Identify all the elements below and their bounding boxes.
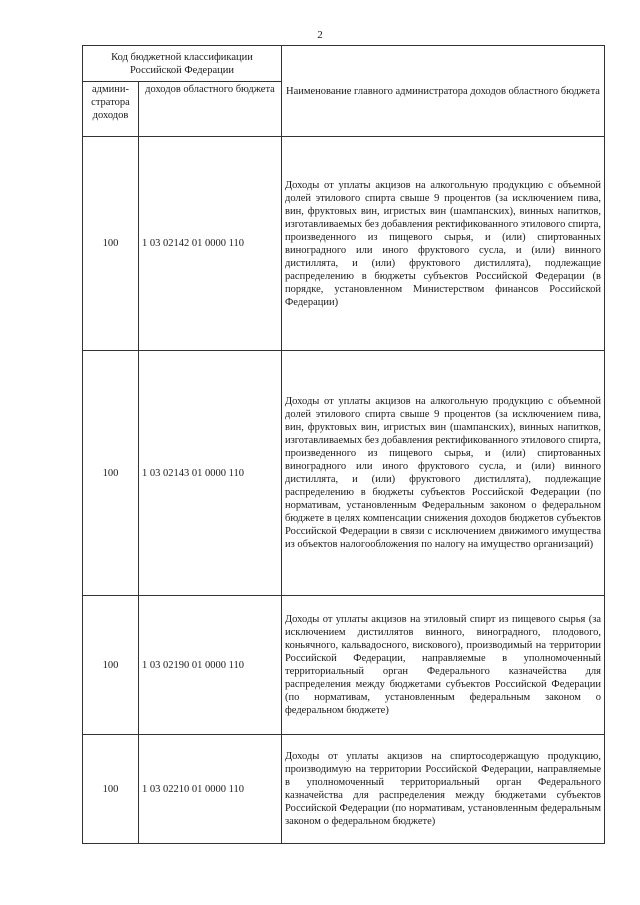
table-row	[83, 351, 605, 596]
description-cell: Доходы от уплаты акцизов на этиловый спирт из пищевого сырья (за исключением дистиллятов винного, виноградного, плодового, коньячного, кальвадосного, вискового), производимый на территории Российской Федерации, направляемые в уполномоченный территориальный орган Федерального казначейства для распределения между бюджетами субъектов Российской Федерации (по нормативам, установленным федеральным законом о федеральном бюджете)	[282, 596, 605, 735]
description-cell: Доходы от уплаты акцизов на алкогольную продукцию с объемной долей этилового спирта свыше 9 процентов (за исключением пива, вин, фруктовых вин, игристых вин (шампанских), винных напитков, изготавливаемых без добавления ректификованного этилового спирта, произведенного из пищевого сырья, и (или) спиртованных виноградного или иного фруктового сусла, и (или) винного дистиллята, и (или) фруктового дистиллята), подлежащие распределению в бюджеты субъектов Российской Федерации (по нормативам, установленным Федеральным законом о федеральном бюджете в целях компенсации снижения доходов бюджетов субъектов Российской Федерации в связи с исключением движимого имущества из объектов налогообложения по налогу на имущество организаций)	[282, 351, 605, 596]
page-number: 2	[317, 29, 323, 41]
revenue-code-cell: 1 03 02210 01 0000 110	[139, 735, 282, 844]
table-row	[83, 735, 605, 844]
header-administrator-name: Наименование главного администратора доходов областного бюджета	[282, 46, 605, 137]
admin-code-cell: 100	[83, 735, 139, 844]
header-classification-code: Код бюджетной классификации Российской Федерации	[83, 46, 282, 82]
description-cell: Доходы от уплаты акцизов на алкогольную продукцию с объемной долей этилового спирта свыше 9 процентов (за исключением пива, вин, фруктовых вин, игристых вин (шампанских), винных напитков, изготавливаемых без добавления ректификованного этилового спирта, произведенного из пищевого сырья, и (или) спиртованных виноградного или иного фруктового сусла, и (или) винного дистиллята, и (или) фруктового дистиллята), подлежащие распределению в бюджеты субъектов Российской Федерации (в порядке, установленном Министерством финансов Российской Федерации)	[282, 137, 605, 351]
table-header-row	[83, 46, 605, 82]
revenue-code-cell: 1 03 02143 01 0000 110	[139, 351, 282, 596]
table-row	[83, 137, 605, 351]
admin-code-cell: 100	[83, 596, 139, 735]
admin-code-cell: 100	[83, 351, 139, 596]
table-row	[83, 596, 605, 735]
description-cell: Доходы от уплаты акцизов на спиртосодержащую продукцию, производимую на территории Российской Федерации, направляемые в уполномоченный территориальный орган Федерального казначейства для распределения между бюджетами субъектов Российской Федерации (по нормативам, установленным федеральным законом о федеральном бюджете)	[282, 735, 605, 844]
header-revenue: доходов областного бюджета	[139, 82, 282, 137]
budget-classification-table	[82, 45, 605, 844]
admin-code-cell: 100	[83, 137, 139, 351]
revenue-code-cell: 1 03 02142 01 0000 110	[139, 137, 282, 351]
revenue-code-cell: 1 03 02190 01 0000 110	[139, 596, 282, 735]
header-administrator: админи-стратора доходов	[83, 82, 139, 137]
